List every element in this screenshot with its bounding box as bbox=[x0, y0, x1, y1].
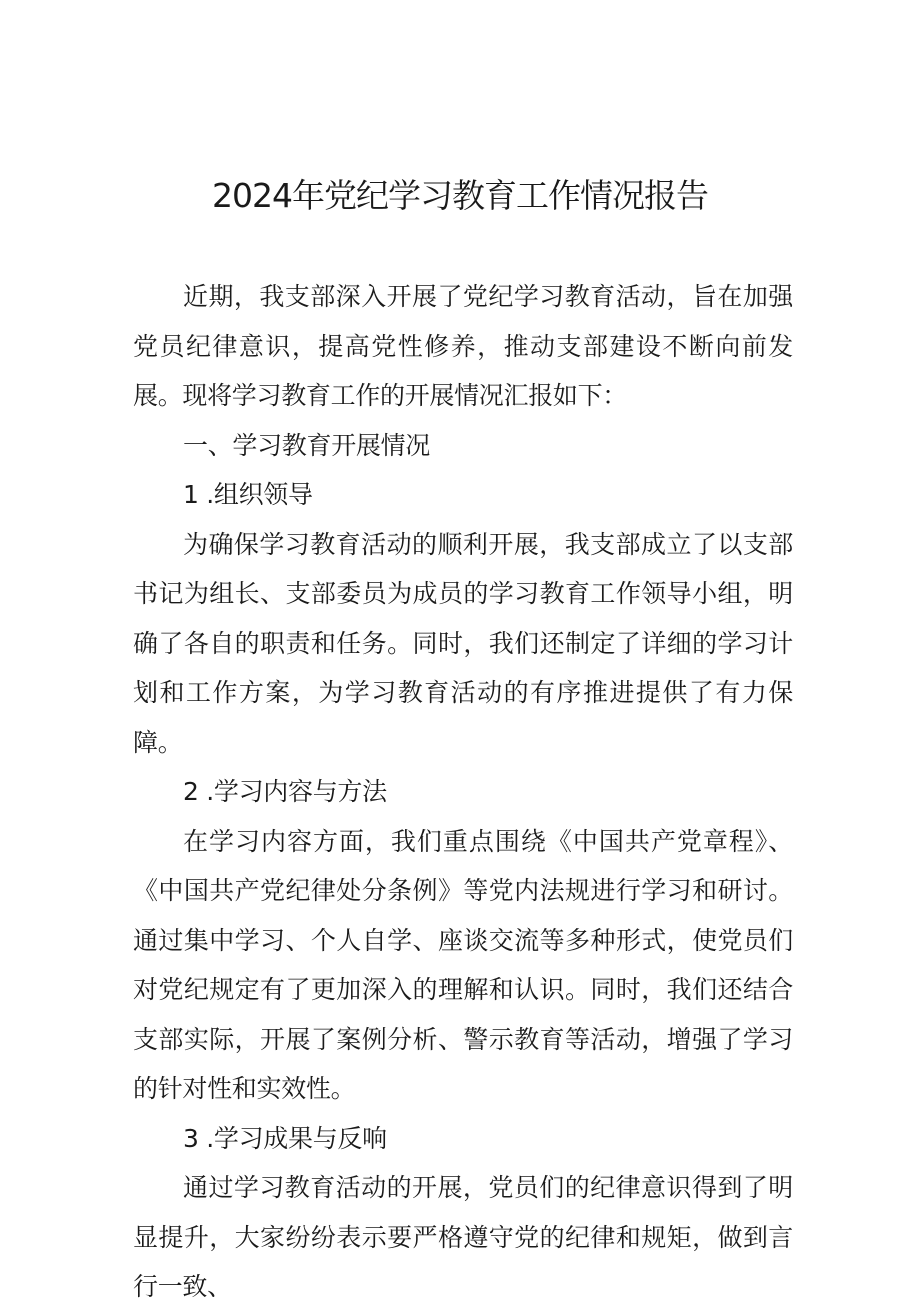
document-title: 2024年党纪学习教育工作情况报告 bbox=[212, 176, 708, 215]
section-heading-1: 一、学习教育开展情况 bbox=[183, 430, 431, 460]
subsection-heading-3: 3 .学习成果与反响 bbox=[183, 1123, 387, 1153]
subsection-heading-2: 2 .学习内容与方法 bbox=[183, 777, 387, 806]
subsection-heading-1: 1 .组织领导 bbox=[183, 480, 313, 509]
paragraph-results: 通过学习教育活动的开展，党员们的纪律意识得到了明显提升，大家纷纷表示要严格遵守党的纪律和规矩，做到言行一致、 bbox=[133, 1173, 793, 1301]
document-body bbox=[133, 272, 793, 1312]
paragraph-organization: 为确保学习教育活动的顺利开展，我支部成立了以支部书记为组长、支部委员为成员的学习教育工作领导小组，明确了各自的职责和任务。同时，我们还制定了详细的学习计划和工作方案，为学习教育活动的有序推进提供了有力保障。 bbox=[133, 529, 793, 757]
paragraph-content-method: 在学习内容方面，我们重点围绕《中国共产党章程》、《中国共产党纪律处分条例》等党内法规进行学习和研讨。通过集中学习、个人自学、座谈交流等多种形式，使党员们对党纪规定有了更加深入的理解和认识。同时，我们还结合支部实际，开展了案例分析、警示教育等活动，增强了学习的针对性和实效性。 bbox=[133, 826, 793, 1103]
intro-paragraph: 近期，我支部深入开展了党纪学习教育活动，旨在加强党员纪律意识，提高党性修养，推动支部建设不断向前发展。现将学习教育工作的开展情况汇报如下： bbox=[133, 282, 793, 410]
